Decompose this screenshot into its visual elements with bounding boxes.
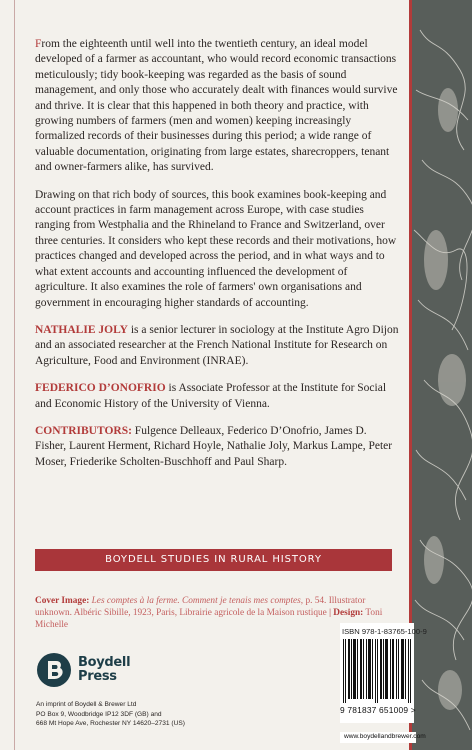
intro-paragraph-text: rom the eighteenth until well into the twentieth century, an ideal model developed of a farmer as accountant, who would record economic transactions meticulously; tidy book-keeping was regarded as the basis of sound management, and only those who accurately dealt with finances would survive and thrive. It is clear that this happened in both theory and practice, with growing numbers of farmers (men and women) keeping increasingly formalized records of their businesses during this period; a wide range of valuable documentation, originating from large estates, sharecroppers, tenant and owner-farmers alike, has survived. (35, 38, 398, 174)
publisher-url: www.boydellandbrewer.com (344, 733, 426, 740)
logo-line-1: Boydell (78, 655, 131, 670)
design-credit: Toni Michelle (35, 608, 383, 630)
blurb-text (35, 37, 400, 482)
contributors-paragraph (35, 424, 400, 470)
left-margin-rule (14, 0, 15, 750)
design-label: Design: (333, 608, 364, 618)
engraving-illustration (412, 0, 472, 750)
cover-image-label: Cover Image: (35, 596, 90, 606)
isbn-digits: 9 781837 651009 > (340, 705, 416, 715)
imprint-line: 668 Mt Hope Ave, Rochester NY 14620–2731 (US) (36, 720, 185, 727)
imprint-address (36, 700, 336, 729)
editor-bio (35, 381, 400, 412)
contributors-list: Fulgence Delleaux, Federico D’Onofrio, James D. Fisher, Laurent Herment, Richard Hoyle, Nathalie Joly, Markus Lampe, Peter Moser, Friederike Scholten-Buschhoff and Paul Sharp. (35, 424, 393, 468)
editor-bio (35, 323, 400, 369)
publisher-logo (36, 650, 146, 690)
drop-cap: F (35, 38, 42, 50)
logo-line-2: Press (78, 669, 117, 684)
intro-paragraph (35, 37, 400, 176)
publisher-logo-text (78, 656, 130, 684)
series-banner: BOYDELL STUDIES IN RURAL HISTORY (35, 549, 392, 571)
editor-name: FEDERICO D’ONOFRIO (35, 382, 166, 395)
imprint-line: An imprint of Boydell & Brewer Ltd (36, 701, 137, 708)
editor-bio-text: is Associate Professor at the Institute for Social and Economic History of the University of Vienna. (35, 382, 387, 410)
isbn-label: ISBN 978-1-83765-100-9 (342, 627, 427, 636)
cover-image-details: , p. 54. Illustrator unknown. Albéric Sibille, 1923, Paris, Librairie agricole de la Maison rustique (35, 596, 366, 618)
boydell-b-logo-icon (36, 652, 72, 688)
barcode-graphic (342, 639, 412, 703)
credit-separator: | (326, 608, 334, 618)
second-paragraph: Drawing on that rich body of sources, this book examines book-keeping and account practices in farm management across Europe, with case studies ranging from Westphalia and the Rhineland to France and Switzerland, over three centuries. It considers who kept these records and their motivations, how practices changed and developed across the period, and in what ways and to what extent accounts and accounting influenced the development of agriculture. It also examines the role of farmers' own organisations and government in encouraging higher standards of accounting. (35, 188, 397, 309)
imprint-line: PO Box 9, Woodbridge IP12 3DF (GB) and (36, 710, 162, 718)
cover-image-title: Les comptes à la ferme. Comment je tenais mes comptes (91, 596, 301, 606)
editor-bio-text: is a senior lecturer in sociology at the Institute Agro Dijon and an associated researcher at the French National Institute for Research on Agriculture, Food and Environment (INRAE). (35, 323, 399, 367)
editor-name: NATHALIE JOLY (35, 323, 128, 336)
contributors-label: CONTRIBUTORS: (35, 424, 132, 437)
